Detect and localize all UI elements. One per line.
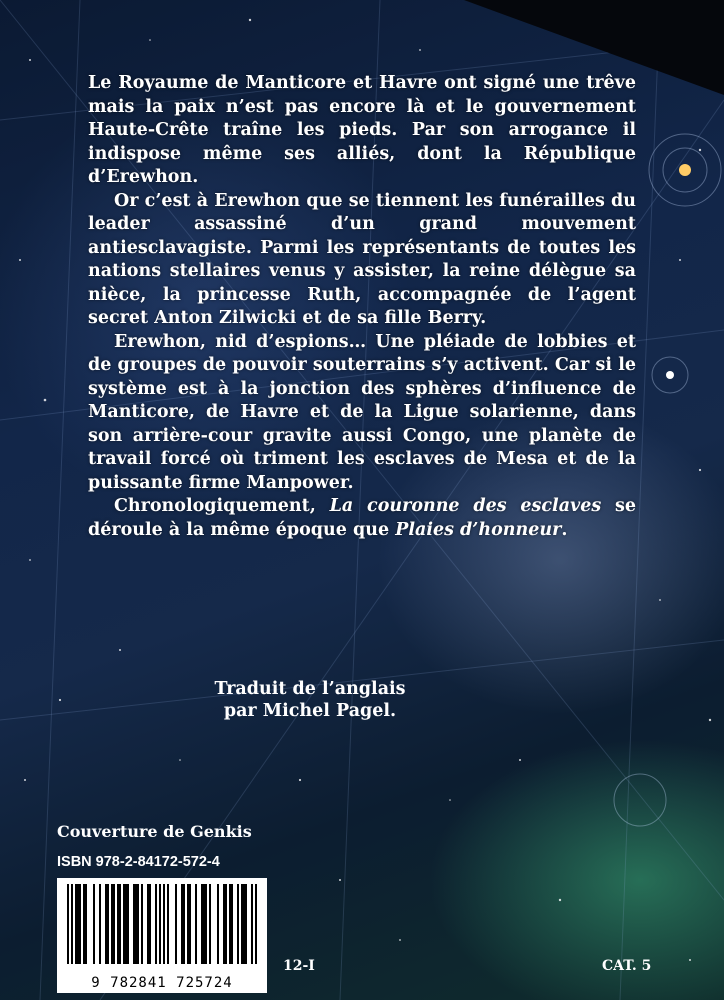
blurb-p4-mid: se déroule à la même époque que bbox=[88, 496, 636, 540]
blurb-p4-start: Chronologiquement, bbox=[114, 496, 330, 516]
barcode-bar bbox=[189, 884, 191, 964]
barcode-bar bbox=[67, 884, 69, 964]
barcode-bar bbox=[141, 884, 143, 964]
barcode-bar bbox=[217, 884, 219, 964]
barcode-bar bbox=[133, 884, 135, 964]
blurb-paragraph-2: Or c’est à Erewhon que se tiennent les funérailles du leader assassiné d’un grand mouvement antiesclavagiste. Parmi les représentants de toutes les nations stellaires venus y assister, la reine délègue sa nièce, la princesse Ruth, accompagnée de l’agent secret Anton Zilwicki et de sa fille Berry. bbox=[88, 190, 636, 328]
barcode-bar bbox=[79, 884, 81, 964]
barcode-bar bbox=[163, 884, 165, 964]
barcode-bar bbox=[93, 884, 95, 964]
barcode-bar bbox=[111, 884, 113, 964]
barcode-bar bbox=[149, 884, 151, 964]
barcode-bar bbox=[195, 884, 197, 964]
barcode-bar bbox=[107, 884, 109, 964]
barcode-bar bbox=[229, 884, 231, 964]
barcode-bar bbox=[85, 884, 87, 964]
barcode-bar bbox=[245, 884, 247, 964]
barcode-bar bbox=[203, 884, 205, 964]
blurb-p4-end: . bbox=[561, 519, 568, 540]
barcode-bar bbox=[167, 884, 169, 964]
barcode-bar bbox=[205, 884, 207, 964]
translation-credit bbox=[200, 678, 420, 722]
barcode-bar bbox=[255, 884, 257, 964]
category-code: CAT. 5 bbox=[602, 958, 652, 974]
barcode-bar bbox=[159, 884, 161, 964]
price-code: 12-I bbox=[283, 958, 315, 974]
barcode-bars bbox=[57, 878, 267, 973]
blurb-paragraph-1: Le Royaume de Manticore et Havre ont signé une trêve mais la paix n’est pas encore là et le gouvernement Haute-Crête traîne les pieds. Par son arrogance il indispose même ses alliés, dont la République d’Erewhon. bbox=[88, 73, 636, 187]
barcode-bar bbox=[99, 884, 101, 964]
barcode-bar bbox=[243, 884, 245, 964]
barcode-bar bbox=[225, 884, 227, 964]
barcode-bar bbox=[127, 884, 129, 964]
barcode-bar bbox=[201, 884, 203, 964]
barcode-bar bbox=[125, 884, 127, 964]
cover-artist-credit: Couverture de Genkis bbox=[57, 822, 252, 841]
barcode bbox=[57, 878, 267, 993]
translation-line-2: par Michel Pagel. bbox=[223, 701, 397, 721]
barcode-bar bbox=[209, 884, 211, 964]
barcode-bar bbox=[241, 884, 243, 964]
barcode-bar bbox=[135, 884, 137, 964]
barcode-bar bbox=[175, 884, 177, 964]
barcode-bar bbox=[181, 884, 183, 964]
book-title: La couronne des esclaves bbox=[329, 496, 602, 516]
barcode-bar bbox=[187, 884, 189, 964]
barcode-bar bbox=[123, 884, 125, 964]
barcode-bar bbox=[75, 884, 77, 964]
barcode-bar bbox=[237, 884, 239, 964]
barcode-bar bbox=[83, 884, 85, 964]
blurb-paragraph-4 bbox=[88, 495, 636, 542]
barcode-bar bbox=[71, 884, 73, 964]
barcode-bar bbox=[147, 884, 149, 964]
barcode-bar bbox=[113, 884, 115, 964]
barcode-bar bbox=[183, 884, 185, 964]
related-book-title: Plaies d’honneur bbox=[395, 519, 562, 540]
barcode-bar bbox=[223, 884, 225, 964]
barcode-bar bbox=[77, 884, 79, 964]
translation-line-1: Traduit de l’anglais bbox=[214, 679, 406, 699]
barcode-bar bbox=[105, 884, 107, 964]
back-cover-blurb bbox=[88, 72, 636, 542]
barcode-bar bbox=[119, 884, 121, 964]
barcode-bar bbox=[231, 884, 233, 964]
barcode-bar bbox=[251, 884, 253, 964]
barcode-bar bbox=[155, 884, 157, 964]
barcode-digits: 9 782841 725724 bbox=[91, 975, 233, 991]
barcode-bar bbox=[137, 884, 139, 964]
isbn-label: ISBN 978-2-84172-572-4 bbox=[57, 854, 220, 870]
barcode-bar bbox=[117, 884, 119, 964]
blurb-paragraph-3: Erewhon, nid d’espions… Une pléiade de lobbies et de groupes de pouvoir souterrains s’y activent. Car si le système est à la jonction des sphères d’influence de Manticore, de Havre et de la Ligue solarienne, dans son arrière-cour gravite aussi Congo, une planète de travail forcé où triment les esclaves de Mesa et de la puissante firme Manpower. bbox=[88, 331, 636, 493]
